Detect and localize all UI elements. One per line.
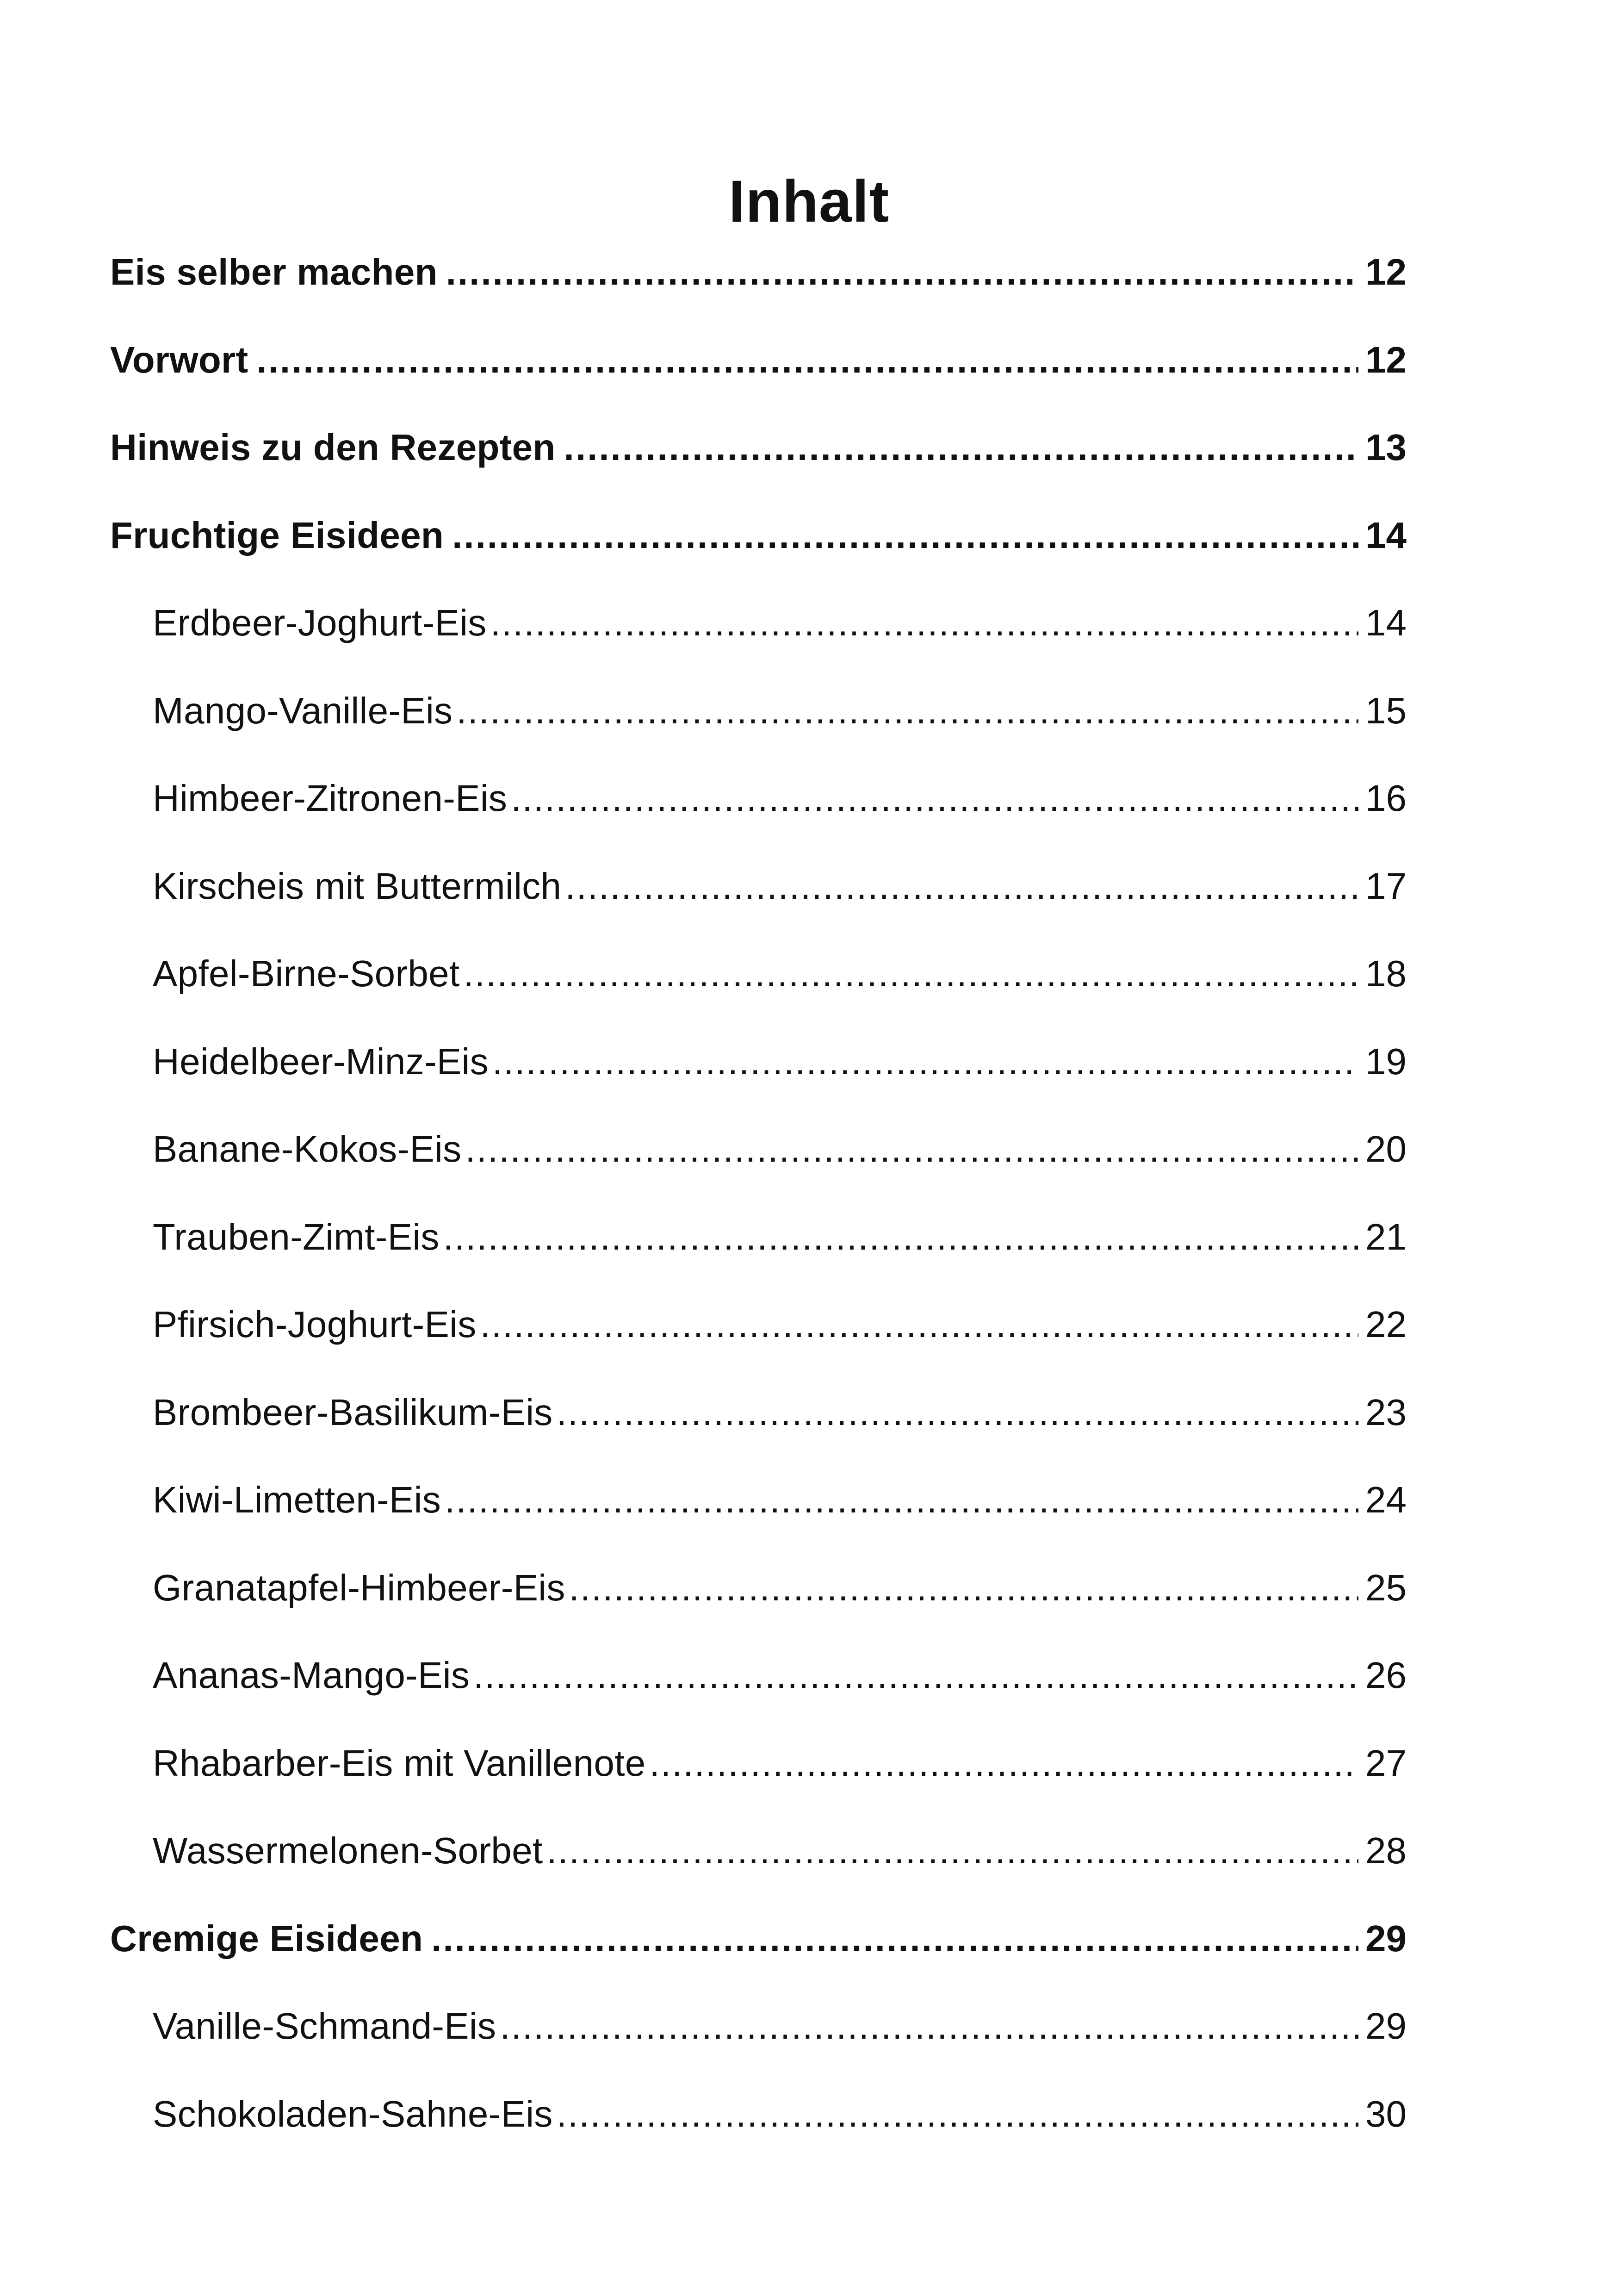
dot-leader — [443, 1215, 1358, 1259]
toc-entry-title: Trauben-Zimt-Eis — [153, 1216, 440, 1257]
toc-page-number: 24 — [1365, 1479, 1407, 1520]
toc-page-number: 23 — [1365, 1391, 1407, 1433]
toc-entry-title: Fruchtige Eisideen — [110, 514, 444, 556]
toc-entry-title: Pfirsich-Joghurt-Eis — [153, 1304, 477, 1345]
toc-entry-recipe — [110, 1302, 1407, 1390]
toc-entry-recipe — [110, 1566, 1407, 1654]
toc-entry-title: Mango-Vanille-Eis — [153, 690, 453, 731]
toc-entry-recipe — [110, 776, 1407, 864]
dot-leader — [256, 338, 1358, 382]
toc-page-number: 20 — [1365, 1128, 1407, 1170]
toc-page-number: 30 — [1365, 2093, 1407, 2134]
toc-entry-title: Kiwi-Limetten-Eis — [153, 1479, 441, 1520]
toc-entry-recipe — [110, 689, 1407, 777]
toc-page-number: 19 — [1365, 1040, 1407, 1082]
toc-entry-recipe — [110, 601, 1407, 689]
toc-page-number: 17 — [1365, 865, 1407, 907]
dot-leader — [473, 1653, 1358, 1698]
toc-entry-recipe — [110, 1390, 1407, 1478]
dot-leader — [446, 250, 1358, 294]
dot-leader — [564, 425, 1358, 470]
toc-entry-recipe — [110, 1653, 1407, 1741]
dot-leader — [465, 1127, 1358, 1171]
toc-entry-title: Wassermelonen-Sorbet — [153, 1830, 543, 1871]
toc-entry-title: Brombeer-Basilikum-Eis — [153, 1391, 553, 1433]
toc-entry-chapter — [110, 1916, 1407, 2004]
toc-page-number: 27 — [1365, 1742, 1407, 1784]
toc-page-number: 22 — [1365, 1304, 1407, 1345]
dot-leader — [565, 864, 1358, 908]
toc-page-number: 18 — [1365, 953, 1407, 994]
dot-leader — [569, 1566, 1358, 1610]
dot-leader — [557, 1390, 1358, 1435]
toc-entry-title: Erdbeer-Joghurt-Eis — [153, 602, 487, 643]
toc-entry-recipe — [110, 1039, 1407, 1127]
dot-leader — [557, 2092, 1358, 2136]
dot-leader — [452, 513, 1358, 558]
dot-leader — [431, 1916, 1358, 1961]
toc-page-number: 14 — [1365, 602, 1407, 643]
page-title: Inhalt — [728, 168, 890, 235]
toc-entry-chapter — [110, 338, 1407, 426]
toc-entry-recipe — [110, 1127, 1407, 1215]
dot-leader — [500, 2004, 1358, 2048]
toc-page-number: 13 — [1365, 427, 1407, 468]
dot-leader — [546, 1829, 1358, 1873]
toc-entry-recipe — [110, 1215, 1407, 1303]
dot-leader — [445, 1478, 1358, 1522]
toc-entry-recipe — [110, 2004, 1407, 2092]
dot-leader — [490, 601, 1358, 645]
toc-entry-chapter — [110, 425, 1407, 513]
toc-entry-recipe — [110, 952, 1407, 1039]
table-of-contents — [110, 250, 1407, 2179]
toc-page-number: 28 — [1365, 1830, 1407, 1871]
toc-entry-title: Ananas-Mango-Eis — [153, 1655, 470, 1696]
toc-page-number: 14 — [1365, 514, 1407, 556]
toc-entry-title: Vanille-Schmand-Eis — [153, 2005, 496, 2047]
toc-entry-recipe — [110, 1829, 1407, 1916]
toc-entry-title: Himbeer-Zitronen-Eis — [153, 778, 508, 819]
toc-entry-title: Apfel-Birne-Sorbet — [153, 953, 460, 994]
toc-entry-recipe — [110, 1741, 1407, 1829]
toc-page-number: 16 — [1365, 778, 1407, 819]
toc-entry-recipe — [110, 864, 1407, 952]
toc-entry-title: Banane-Kokos-Eis — [153, 1128, 462, 1170]
dot-leader — [464, 952, 1359, 996]
toc-entry-title: Rhabarber-Eis mit Vanillenote — [153, 1742, 646, 1784]
toc-page-number: 26 — [1365, 1655, 1407, 1696]
toc-page-number: 12 — [1365, 251, 1407, 292]
dot-leader — [480, 1302, 1358, 1347]
toc-page-number: 15 — [1365, 690, 1407, 731]
toc-entry-title: Hinweis zu den Rezepten — [110, 427, 556, 468]
toc-entry-chapter — [110, 250, 1407, 338]
dot-leader — [456, 689, 1358, 733]
toc-entry-title: Schokoladen-Sahne-Eis — [153, 2093, 553, 2134]
toc-entry-chapter — [110, 513, 1407, 601]
toc-entry-title: Kirscheis mit Buttermilch — [153, 865, 562, 907]
toc-entry-recipe — [110, 1478, 1407, 1566]
toc-page-number: 25 — [1365, 1567, 1407, 1608]
toc-entry-recipe — [110, 2092, 1407, 2180]
toc-page-number: 21 — [1365, 1216, 1407, 1257]
dot-leader — [492, 1039, 1358, 1084]
toc-page-number: 29 — [1365, 1917, 1407, 1959]
dot-leader — [511, 776, 1358, 821]
toc-page-number: 29 — [1365, 2005, 1407, 2047]
toc-entry-title: Eis selber machen — [110, 251, 438, 292]
toc-entry-title: Heidelbeer-Minz-Eis — [153, 1040, 489, 1082]
toc-entry-title: Granatapfel-Himbeer-Eis — [153, 1567, 565, 1608]
dot-leader — [650, 1741, 1359, 1786]
toc-entry-title: Vorwort — [110, 339, 248, 380]
toc-page-number: 12 — [1365, 339, 1407, 380]
toc-entry-title: Cremige Eisideen — [110, 1917, 423, 1959]
